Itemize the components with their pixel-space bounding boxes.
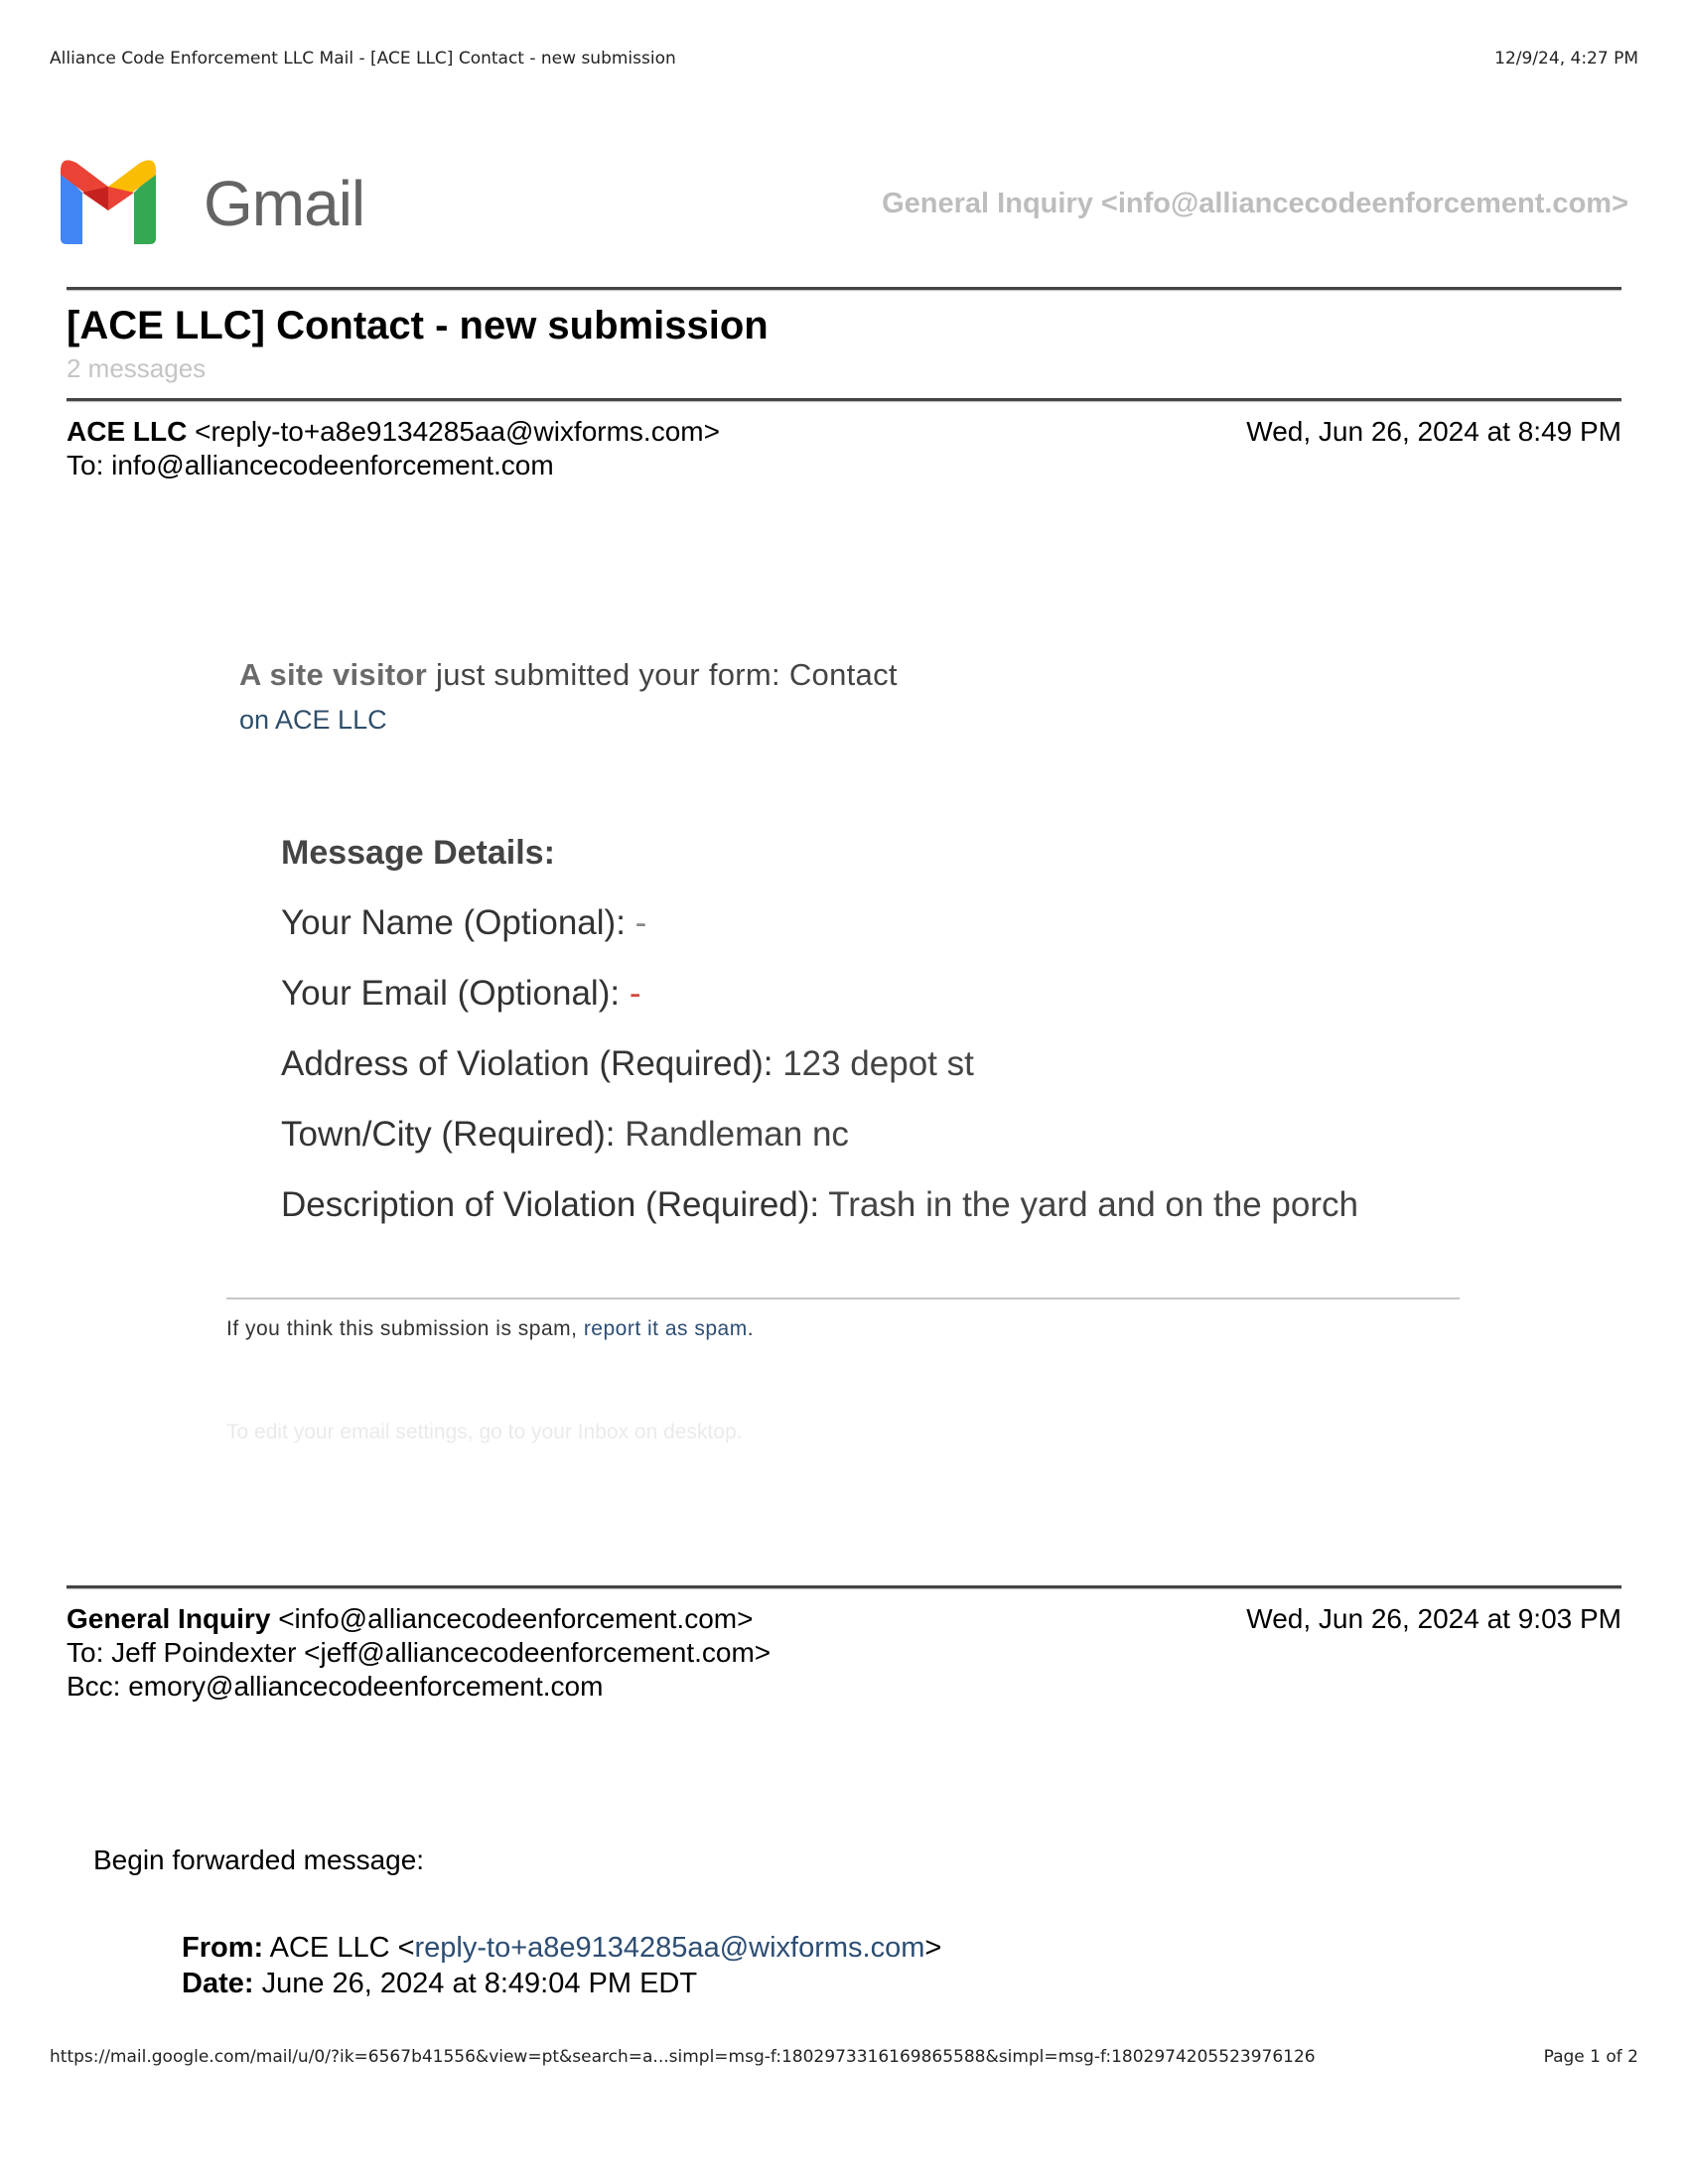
thread-subject: [ACE LLC] Contact - new submission — [67, 304, 769, 347]
gmail-logo — [57, 157, 364, 249]
field-address — [281, 1044, 974, 1084]
field-label: Town/City (Required): — [281, 1115, 626, 1154]
from-email-link[interactable]: reply-to+a8e9134285aa@wixforms.com — [414, 1932, 925, 1964]
spam-end: . — [747, 1317, 755, 1340]
field-label: Address of Violation (Required): — [281, 1044, 783, 1083]
sender-name: ACE LLC — [67, 416, 188, 447]
field-your-email — [281, 974, 640, 1014]
field-value: 123 depot st — [782, 1044, 974, 1083]
field-value: - — [629, 974, 641, 1013]
forwarded-from — [182, 1932, 941, 1965]
message-2-bcc: Bcc: emory@alliancecodeenforcement.com — [67, 1671, 604, 1702]
intro-bold: A site visitor — [239, 657, 428, 692]
field-label: Your Name (Optional): — [281, 903, 635, 942]
gmail-wordmark: Gmail — [204, 167, 365, 239]
date-value: June 26, 2024 at 8:49:04 PM EDT — [253, 1968, 698, 1999]
message-2-divider — [67, 1585, 1621, 1588]
sender-name: General Inquiry — [67, 1603, 271, 1634]
field-value: Randleman nc — [625, 1115, 849, 1154]
sender-email: <info@alliancecodeenforcement.com> — [278, 1603, 754, 1634]
from-end: > — [924, 1932, 942, 1964]
report-spam-link[interactable]: report it as spam — [583, 1317, 748, 1340]
field-town-city — [281, 1115, 849, 1155]
intro-text: just submitted your form: Contact — [427, 657, 898, 692]
from-label: From: — [182, 1932, 264, 1964]
from-name: ACE LLC < — [263, 1932, 415, 1964]
message-2-date: Wed, Jun 26, 2024 at 9:03 PM — [1246, 1603, 1621, 1634]
message-2-recipient: To: Jeff Poindexter <jeff@alliancecodeenforcement.com> — [67, 1637, 772, 1668]
print-datetime: 12/9/24, 4:27 PM — [1494, 49, 1638, 68]
forwarded-date — [182, 1968, 697, 2000]
field-value: Trash in the yard and on the porch — [828, 1185, 1358, 1224]
email-settings-note: To edit your email settings, go to your Inbox on desktop. — [226, 1421, 743, 1443]
field-description — [281, 1185, 1358, 1225]
field-your-name — [281, 903, 646, 943]
spam-notice — [226, 1317, 754, 1341]
field-value: - — [634, 903, 647, 942]
site-link[interactable]: on ACE LLC — [239, 705, 387, 735]
sender-email: <reply-to+a8e9134285aa@wixforms.com> — [195, 416, 720, 447]
field-label: Your Email (Optional): — [281, 974, 630, 1013]
message-2-sender — [67, 1602, 753, 1636]
body-divider — [226, 1297, 1460, 1299]
gmail-m-icon — [57, 157, 160, 249]
begin-forwarded-message: Begin forwarded message: — [93, 1844, 425, 1875]
form-submission-intro — [239, 657, 898, 693]
message-1-date: Wed, Jun 26, 2024 at 8:49 PM — [1246, 416, 1621, 447]
date-label: Date: — [182, 1968, 254, 1999]
message-count: 2 messages — [67, 353, 207, 383]
print-url: https://mail.google.com/mail/u/0/?ik=6567b41556&view=pt&search=a...simpl=msg-f:1802973316169865588&simpl=msg-f:1802974205523976126 — [50, 2047, 1316, 2067]
field-label: Description of Violation (Required): — [281, 1185, 829, 1224]
thread-divider — [67, 398, 1621, 401]
print-page-title: Alliance Code Enforcement LLC Mail - [ACE LLC] Contact - new submission — [50, 49, 676, 68]
message-1-sender — [67, 415, 720, 449]
page-number: Page 1 of 2 — [1543, 2047, 1638, 2067]
message-details-heading: Message Details: — [281, 834, 555, 872]
spam-text: If you think this submission is spam, — [226, 1317, 584, 1340]
account-identity: General Inquiry <info@alliancecodeenforcement.com> — [882, 188, 1628, 219]
message-1-recipient: To: info@alliancecodeenforcement.com — [67, 450, 554, 480]
header-divider — [67, 287, 1621, 290]
